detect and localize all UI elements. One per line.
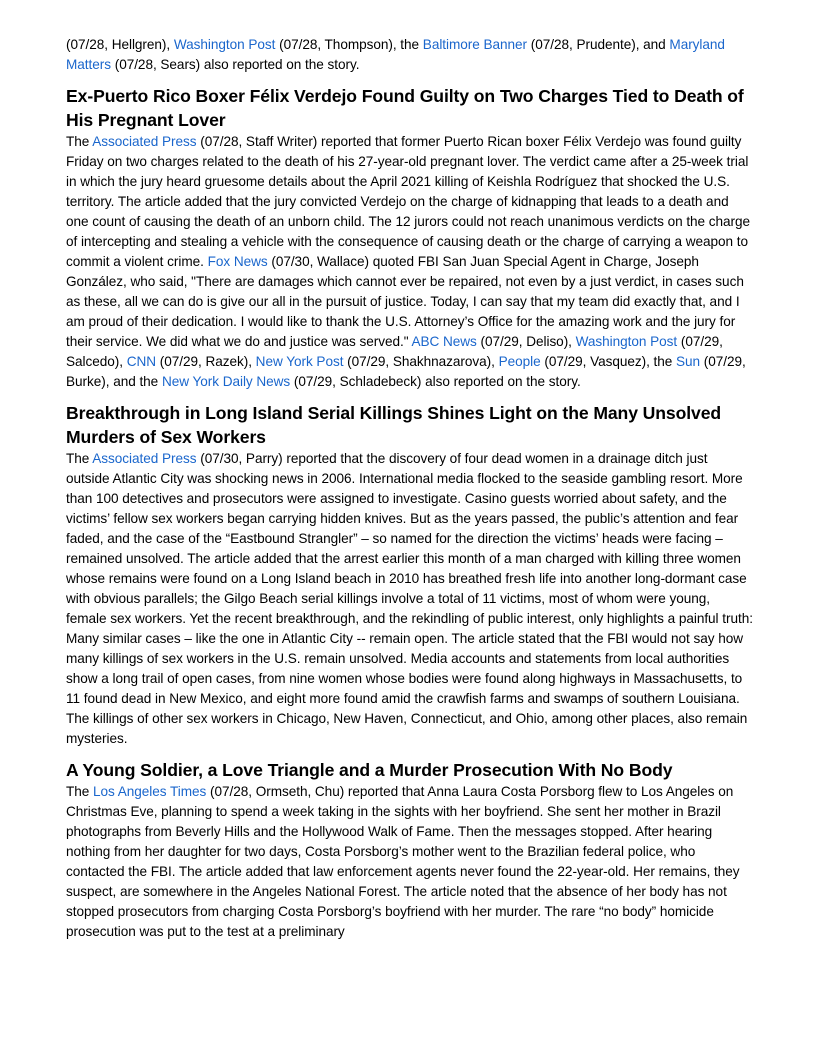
headline-long-island: Breakthrough in Long Island Serial Killings Shines Light on the Many Unsolved Murders of Sex Workers xyxy=(66,403,722,447)
link-people[interactable]: People xyxy=(498,354,541,369)
text-run: (07/29, Salcedo), xyxy=(66,334,723,369)
text-run: (07/28, Staff Writer) reported that former Puerto Rican boxer Félix Verdejo was found guilty Friday on two charges related to the death of his 27-year-old pregnant lover. The verdict came after a 25-week trial in which the jury heard gruesome details about the April 2021 killing of Keishla Rodríguez that shocked the U.S. territory. The article added that the jury convicted Verdejo on the charge of kidnapping that leads to a death and one count of causing the death of an unborn child. The 12 jurors could not reach unanimous verdicts on the charge of intercepting and stealing a vehicle with the consequence of causing death or the charge of carrying a weapon to commit a violent crime. xyxy=(66,134,751,269)
headline-soldier: A Young Soldier, a Love Triangle and a Murder Prosecution With No Body xyxy=(66,760,673,780)
article-body xyxy=(66,782,754,942)
article-body xyxy=(66,449,754,749)
link-washington-post[interactable]: Washington Post xyxy=(575,334,678,349)
link-sun[interactable]: Sun xyxy=(676,354,701,369)
text-run: (07/28, Sears) also reported on the story. xyxy=(110,57,360,72)
text-run: The xyxy=(66,134,93,149)
link-associated-press[interactable]: Associated Press xyxy=(92,134,197,149)
link-baltimore-banner[interactable]: Baltimore Banner xyxy=(422,37,528,52)
text-run: The xyxy=(66,784,94,799)
text-run: (07/29, Schladebeck) also reported on the story. xyxy=(290,374,581,389)
headline-verdejo: Ex-Puerto Rico Boxer Félix Verdejo Found Guilty on Two Charges Tied to Death of His Pregnant Lover xyxy=(66,86,744,130)
link-fox-news[interactable]: Fox News xyxy=(207,254,268,269)
text-run: (07/29, Deliso), xyxy=(476,334,576,349)
link-cnn[interactable]: CNN xyxy=(126,354,157,369)
link-associated-press[interactable]: Associated Press xyxy=(92,451,197,466)
article-body xyxy=(66,132,754,392)
article-long-island xyxy=(66,401,754,749)
text-run: (07/29, Burke), and the xyxy=(66,354,746,389)
link-los-angeles-times[interactable]: Los Angeles Times xyxy=(93,784,207,799)
intro-continuation xyxy=(66,35,754,75)
intro-paragraph xyxy=(66,35,754,75)
article-verdejo xyxy=(66,84,754,392)
text-run: (07/28, Hellgren), xyxy=(66,37,174,52)
text-run: (07/30, Parry) reported that the discovery of four dead women in a drainage ditch just outside Atlantic City was shocking news in 2006. International media flocked to the seaside gambling resort. More than 100 detectives and prosecutors were assigned to investigate. Casino guests worried about safety, and the victims’ fellow sex workers began carrying hidden knives. But as the years passed, the public’s attention and fear faded, and the case of the “Eastbound Strangler” – so named for the direction the victims’ heads were facing – remained unsolved. The article added that the arrest earlier this month of a man charged with killing three women whose remains were found on a Long Island beach in 2010 has breathed fresh life into another long-dormant case with obvious parallels; the Gilgo Beach serial killings involve a total of 11 victims, most of whom were young, female sex workers. Yet the recent breakthrough, and the rekindling of public interest, only highlights a painful truth: Many similar cases – like the one in Atlantic City -- remain open. The article stated that the FBI would not say how many killings of sex workers in the U.S. remain unsolved. Media accounts and statements from local authorities show a long trail of open cases, from nine women whose bodies were found along highways in Massachusetts, to 11 found dead in New Mexico, and eight more found amid the crawfish farms and swamps of southern Louisiana. The killings of other sex workers in Chicago, New Haven, Connecticut, and Ohio, among other places, also remain mysteries. xyxy=(66,451,753,746)
text-run: (07/28, Thompson), the xyxy=(275,37,423,52)
text-run: (07/29, Vasquez), the xyxy=(540,354,677,369)
text-run: (07/28, Prudente), and xyxy=(527,37,670,52)
text-run: (07/29, Shakhnazarova), xyxy=(343,354,499,369)
text-run: (07/30, Wallace) quoted FBI San Juan Special Agent in Charge, Joseph González, who said, "There are damages which cannot ever be repaired, not even by a just verdict, in cases such as these, all we can do is give our all in the pursuit of justice. Today, I can say that my team did exactly that, and I am proud of their dedication. I would like to thank the U.S. Attorney’s Office for the amazing work and the jury for their service. We did what we do and justice was served." xyxy=(66,254,744,349)
link-new-york-daily-news[interactable]: New York Daily News xyxy=(161,374,291,389)
link-maryland-matters[interactable]: Maryland Matters xyxy=(66,37,725,72)
link-new-york-post[interactable]: New York Post xyxy=(255,354,344,369)
text-run: (07/29, Razek), xyxy=(156,354,256,369)
text-run: (07/28, Ormseth, Chu) reported that Anna Laura Costa Porsborg flew to Los Angeles on Christmas Eve, planning to spend a week taking in the sights with her boyfriend. She sent her mother in Brazil photographs from Beverly Hills and the Hollywood Walk of Fame. Then the messages stopped. After hearing nothing from her daughter for two days, Costa Porsborg’s mother went to the Brazilian federal police, who contacted the FBI. The article added that law enforcement agents never found the 22-year-old. Her remains, they suspect, are somewhere in the Angeles National Forest. The article noted that the absence of her body has not stopped prosecutors from charging Costa Porsborg’s boyfriend with her murder. The rare “no body” homicide prosecution was put to the test at a preliminary xyxy=(66,784,740,939)
article-soldier xyxy=(66,758,754,942)
link-washington-post[interactable]: Washington Post xyxy=(173,37,276,52)
text-run: The xyxy=(66,451,93,466)
link-abc-news[interactable]: ABC News xyxy=(411,334,477,349)
